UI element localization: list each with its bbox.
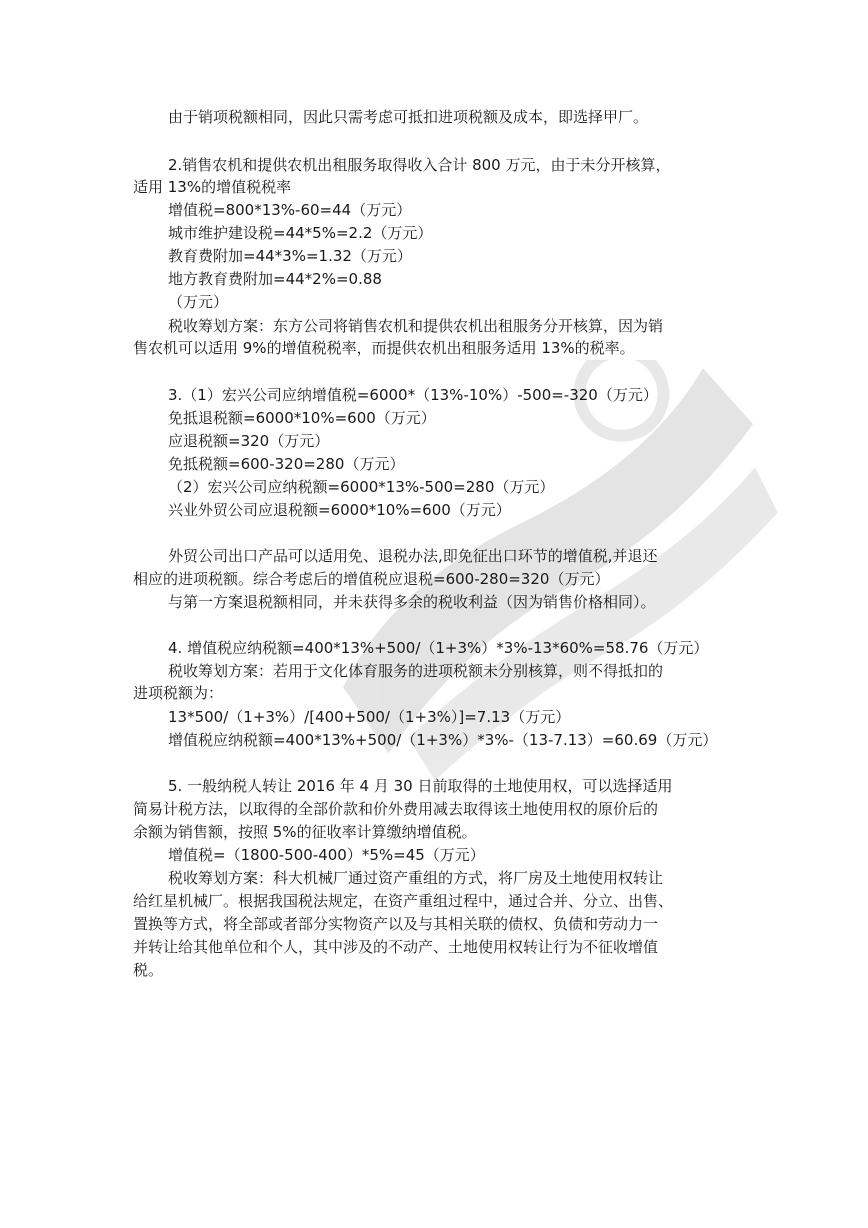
text-line: 由于销项税额相同，因此只需考虑可抵扣进项税额及成本，即选择甲厂。 <box>168 108 649 126</box>
text-line: 4. 增值税应纳税额=400*13%+500/（1+3%）*3%-13*60%=58.76（万元） <box>168 639 709 657</box>
text-line: 增值税=800*13%-60=44（万元） <box>168 201 412 219</box>
text-line: 税收筹划方案：若用于文化体育服务的进项税额未分别核算，则不得抵扣的 <box>168 662 664 680</box>
text-line: 外贸公司出口产品可以适用免、退税办法,即免征出口环节的增值税,并退还 <box>168 547 658 565</box>
text-line: 13*500/（1+3%）/[400+500/（1+3%）]=7.13（万元） <box>168 708 571 726</box>
text-line: （万元） <box>168 293 229 311</box>
text-line: 增值税应纳税额=400*13%+500/（1+3%）*3%-（13-7.13）=60.69（万元） <box>168 731 718 749</box>
text-line: 售农机可以适用 9%的增值税税率，而提供农机出租服务适用 13%的税率。 <box>133 339 635 357</box>
text-line: 增值税=（1800-500-400）*5%=45（万元） <box>168 846 485 864</box>
text-line: 税收筹划方案：科大机械厂通过资产重组的方式，将厂房及土地使用权转让 <box>168 869 664 887</box>
text-line: 免抵退税额=6000*10%=600（万元） <box>168 409 436 427</box>
text-line: 进项税额为： <box>133 684 224 702</box>
text-line: 余额为销售额，按照 5%的征收率计算缴纳增值税。 <box>133 823 477 841</box>
text-line: 3.（1）宏兴公司应纳增值税=6000*（13%-10%）-500=-320（万元） <box>168 386 658 404</box>
text-line: 税。 <box>133 961 164 979</box>
text-line: 5. 一般纳税人转让 2016 年 4 月 30 日前取得的土地使用权，可以选择适用 <box>168 777 673 795</box>
text-line: （2）宏兴公司应纳税额=6000*13%-500=280（万元） <box>168 478 555 496</box>
text-line: 相应的进项税额。综合考虑后的增值税应退税=600-280=320（万元） <box>133 570 610 588</box>
text-line: 与第一方案退税额相同，并未获得多余的税收利益（因为销售价格相同）。 <box>168 593 656 611</box>
text-line: 并转让给其他单位和个人，其中涉及的不动产、土地使用权转让行为不征收增值 <box>133 938 659 956</box>
text-line: 给红星机械厂。根据我国税法规定，在资产重组过程中，通过合并、分立、出售、 <box>133 892 674 910</box>
text-line: 税收筹划方案：东方公司将销售农机和提供农机出租服务分开核算，因为销 <box>168 317 664 335</box>
text-line: 城市维护建设税=44*5%=2.2（万元） <box>168 224 433 242</box>
text-line: 兴业外贸公司应退税额=6000*10%=600（万元） <box>168 501 511 519</box>
text-line: 应退税额=320（万元） <box>168 432 330 450</box>
text-line: 地方教育费附加=44*2%=0.88 <box>168 270 382 288</box>
text-line: 置换等方式，将全部或者部分实物资产以及与其相关联的债权、负债和劳动力一 <box>133 915 659 933</box>
text-line: 适用 13%的增值税税率 <box>133 178 292 196</box>
text-line: 教育费附加=44*3%=1.32（万元） <box>168 247 412 265</box>
text-line: 免抵税额=600-320=280（万元） <box>168 455 405 473</box>
text-line: 2.销售农机和提供农机出租服务取得收入合计 800 万元，由于未分开核算， <box>168 156 671 174</box>
text-line: 简易计税方法，以取得的全部价款和价外费用减去取得该土地使用权的原价后的 <box>133 800 659 818</box>
